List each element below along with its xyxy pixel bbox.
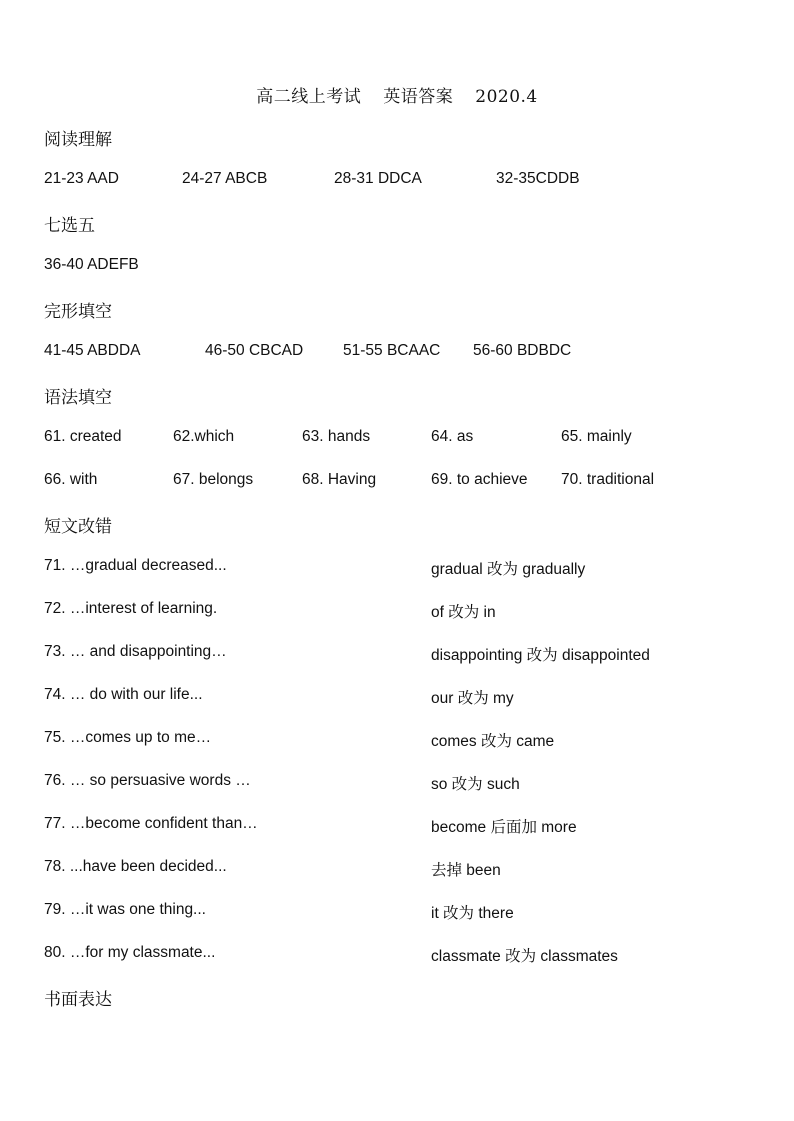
correction-row xyxy=(0,901,794,925)
correction-sentence: 73. … and disappointing… xyxy=(44,643,227,660)
exam-date: 2020.4 xyxy=(475,87,538,107)
correction-fix: our 改为 my xyxy=(431,690,514,707)
answer-group: 36-40 ADEFB xyxy=(44,256,139,273)
correction-row xyxy=(0,944,794,968)
answer-group: 56-60 BDBDC xyxy=(473,342,572,359)
seven-five-answers-row xyxy=(0,256,794,280)
section-heading-reading: 阅读理解 xyxy=(44,130,112,150)
correction-fix: classmate 改为 classmates xyxy=(431,948,618,965)
correction-sentence: 80. …for my classmate... xyxy=(44,944,216,961)
grammar-answer: 62.which xyxy=(173,428,235,445)
correction-fix: comes 改为 came xyxy=(431,733,555,750)
grammar-answer: 69. to achieve xyxy=(431,471,528,488)
answer-group: 32-35CDDB xyxy=(496,170,580,187)
grammar-answer: 65. mainly xyxy=(561,428,632,445)
grammar-answer: 68. Having xyxy=(302,471,377,488)
grammar-answer: 66. with xyxy=(44,471,98,488)
correction-sentence: 71. …gradual decreased... xyxy=(44,557,227,574)
correction-sentence: 72. …interest of learning. xyxy=(44,600,218,617)
answer-group: 24-27 ABCB xyxy=(182,170,268,187)
section-heading-writing: 书面表达 xyxy=(44,990,112,1010)
correction-sentence: 79. …it was one thing... xyxy=(44,901,206,918)
answer-group: 21-23 AAD xyxy=(44,170,119,187)
correction-row xyxy=(0,557,794,581)
correction-row xyxy=(0,858,794,882)
correction-sentence: 78. ...have been decided... xyxy=(44,858,227,875)
correction-fix: become 后面加 more xyxy=(431,819,577,836)
section-heading-seven-five: 七选五 xyxy=(44,216,95,236)
correction-sentence: 76. … so persuasive words … xyxy=(44,772,251,789)
grammar-answer: 67. belongs xyxy=(173,471,254,488)
correction-row xyxy=(0,686,794,710)
answer-group: 51-55 BCAAC xyxy=(343,342,441,359)
answer-group: 41-45 ABDDA xyxy=(44,342,141,359)
section-heading-error-correction: 短文改错 xyxy=(44,517,112,537)
correction-fix: gradual 改为 gradually xyxy=(431,561,586,578)
grammar-answer: 64. as xyxy=(431,428,474,445)
reading-answers-row xyxy=(0,170,794,194)
answer-group: 28-31 DDCA xyxy=(334,170,422,187)
exam-name: 高二线上考试 xyxy=(256,87,362,107)
grammar-answer: 70. traditional xyxy=(561,471,655,488)
correction-row xyxy=(0,643,794,667)
page-title xyxy=(0,82,794,107)
grammar-answers-row-2 xyxy=(0,471,794,495)
grammar-answers-row-1 xyxy=(0,428,794,452)
correction-row xyxy=(0,815,794,839)
correction-fix: disappointing 改为 disappointed xyxy=(431,647,650,664)
correction-fix: of 改为 in xyxy=(431,604,496,621)
answer-group: 46-50 CBCAD xyxy=(205,342,304,359)
cloze-answers-row xyxy=(0,342,794,366)
correction-fix: it 改为 there xyxy=(431,905,514,922)
correction-row xyxy=(0,600,794,624)
correction-fix: so 改为 such xyxy=(431,776,520,793)
correction-sentence: 75. …comes up to me… xyxy=(44,729,212,746)
correction-fix: 去掉 been xyxy=(431,862,501,879)
section-heading-grammar: 语法填空 xyxy=(44,388,112,408)
grammar-answer: 63. hands xyxy=(302,428,371,445)
correction-sentence: 74. … do with our life... xyxy=(44,686,203,703)
section-heading-cloze: 完形填空 xyxy=(44,302,112,322)
correction-sentence: 77. …become confident than… xyxy=(44,815,258,832)
grammar-answer: 61. created xyxy=(44,428,122,445)
correction-row xyxy=(0,729,794,753)
correction-row xyxy=(0,772,794,796)
exam-subject: 英语答案 xyxy=(383,87,454,107)
